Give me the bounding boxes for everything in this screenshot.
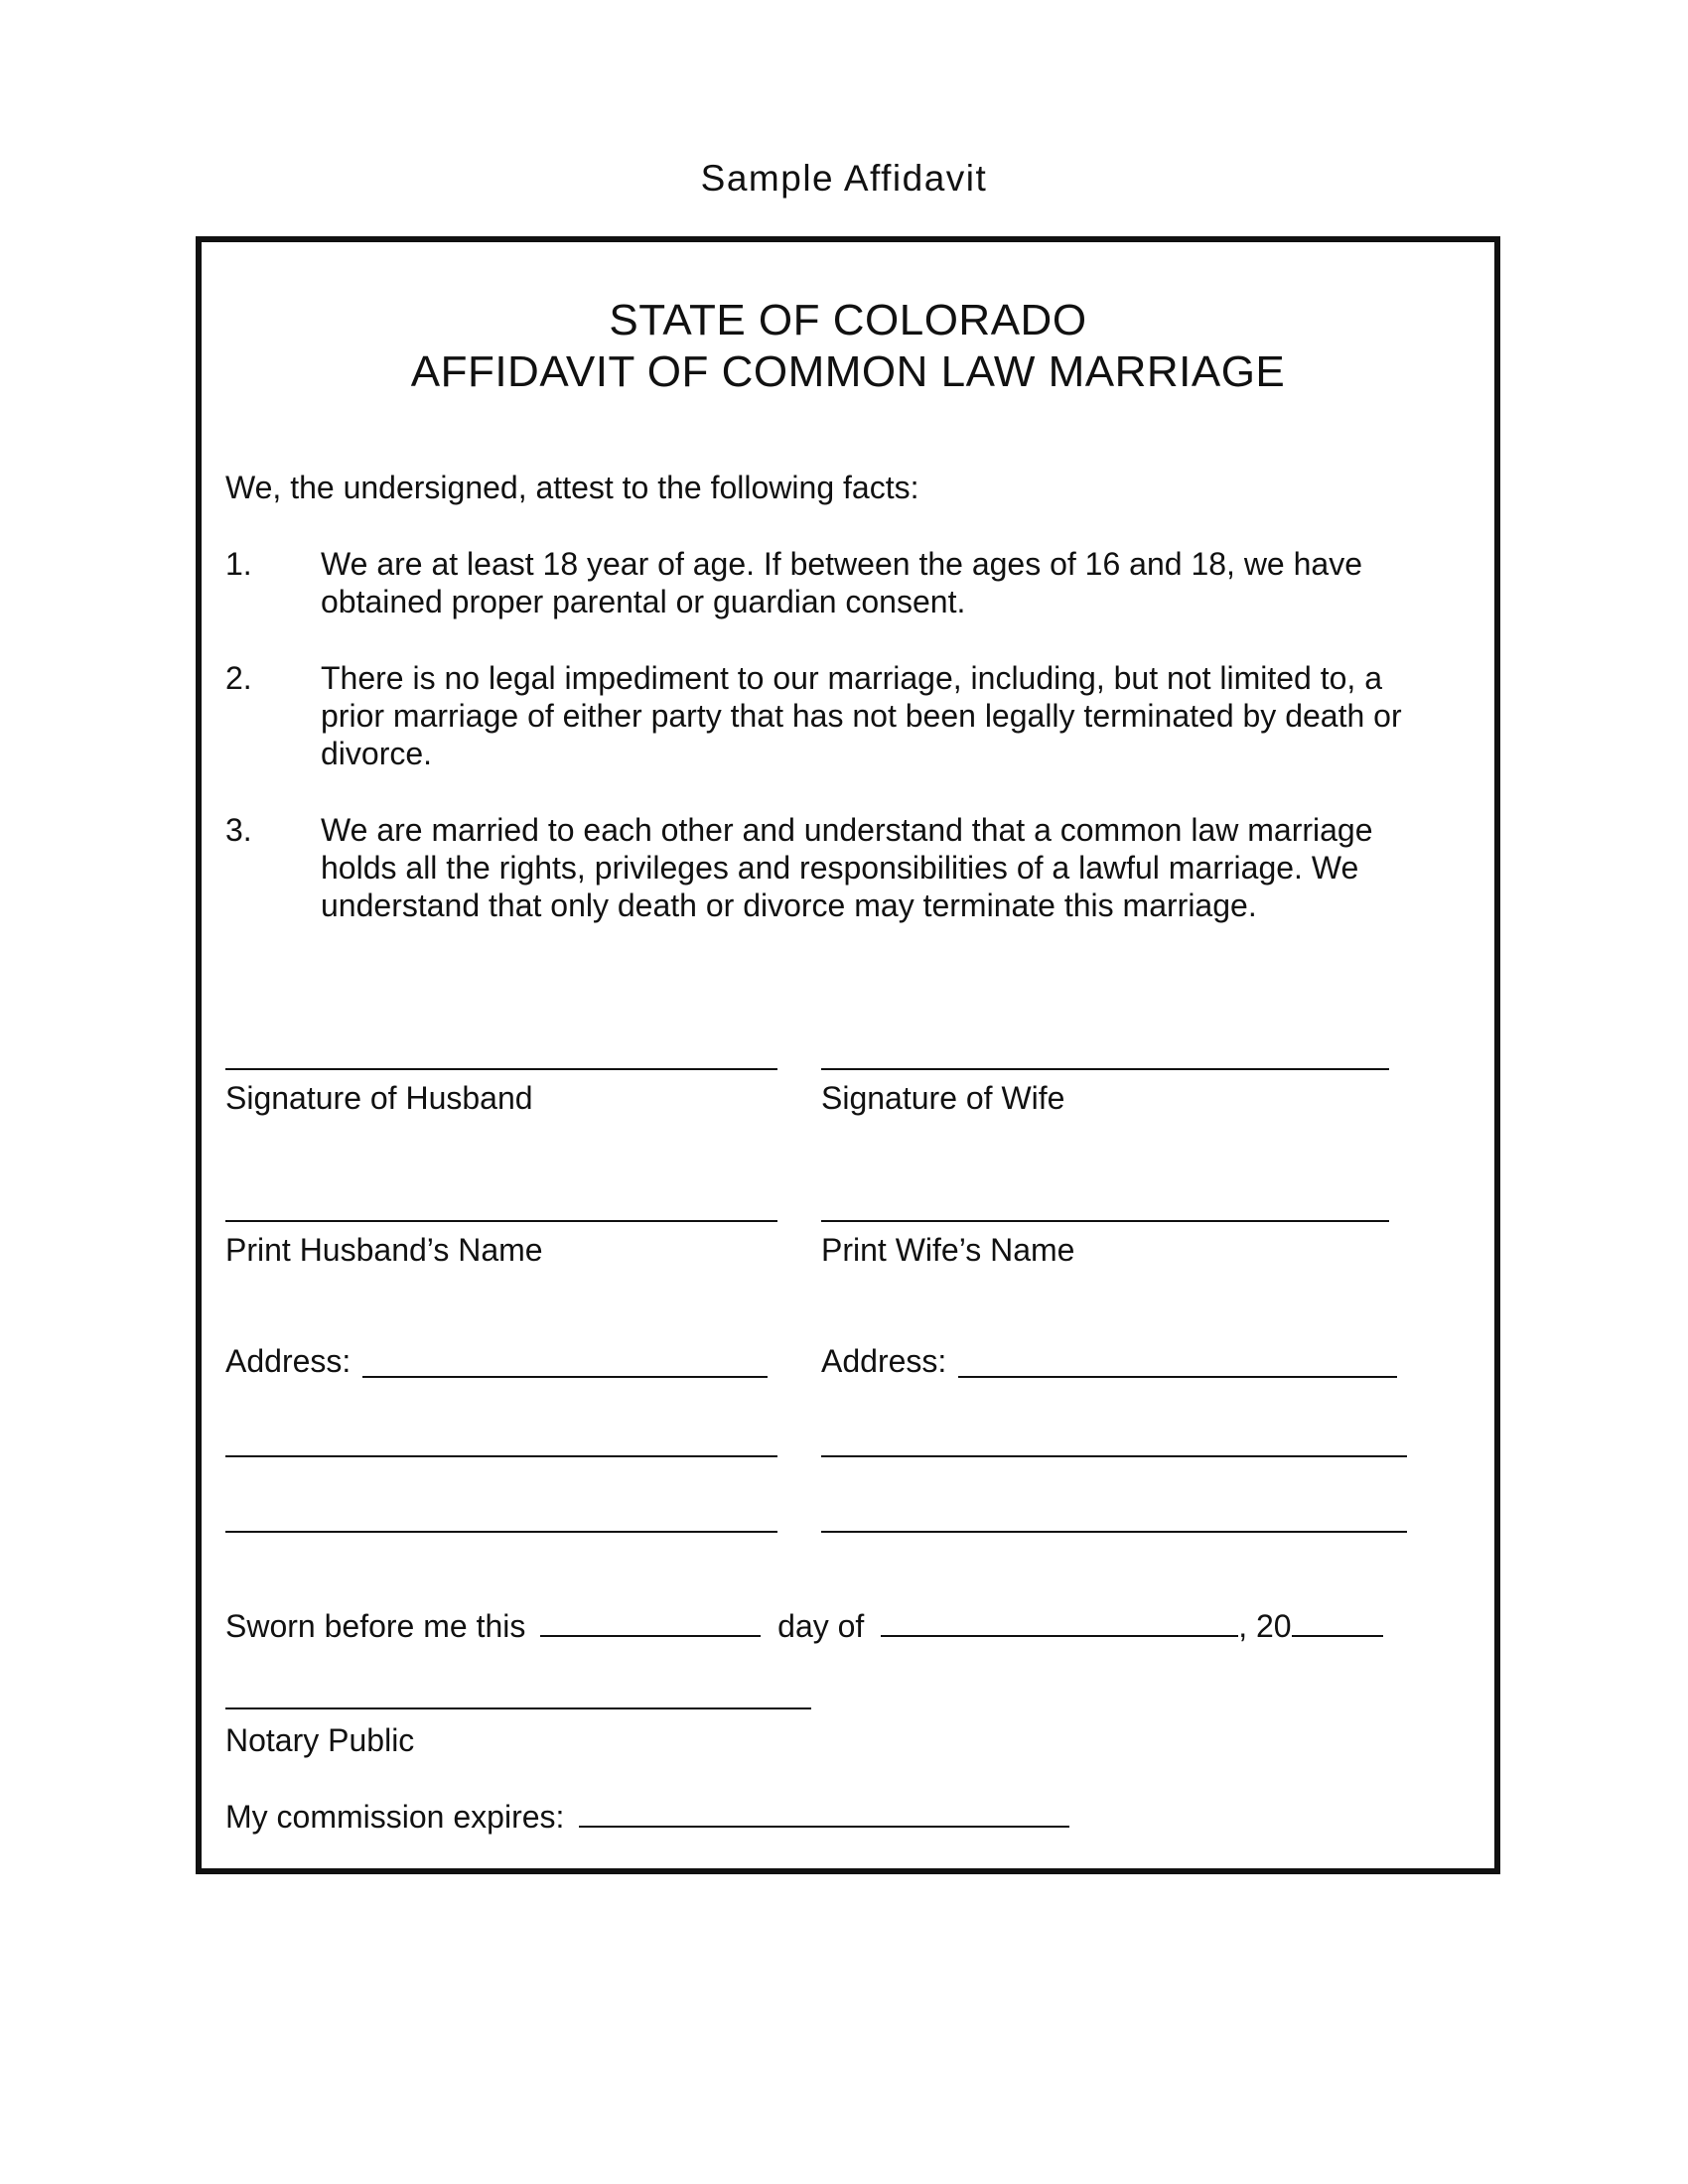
item-3-line-1: We are married to each other and understand that a common law marriage <box>321 812 1373 848</box>
wife-signature-line[interactable] <box>821 1068 1389 1070</box>
commission-label: My commission expires: <box>225 1799 565 1835</box>
item-3-line-3: understand that only death or divorce may terminate this marriage. <box>321 887 1257 923</box>
sworn-prefix: Sworn before me this <box>225 1608 526 1644</box>
wife-address-line-3[interactable] <box>821 1531 1407 1533</box>
husband-address-line-3[interactable] <box>225 1531 777 1533</box>
item-3-line-2: holds all the rights, privileges and responsibilities of a lawful marriage. We <box>321 850 1359 886</box>
husband-address-label: Address: <box>225 1343 352 1379</box>
commission-row <box>225 1798 1069 1836</box>
affidavit-form <box>196 236 1500 1874</box>
item-2-line-1: There is no legal impediment to our marriage, including, but not limited to, a <box>321 660 1382 696</box>
item-text-1 <box>321 545 1453 620</box>
form-title-affidavit: AFFIDAVIT OF COMMON LAW MARRIAGE <box>410 347 1286 396</box>
sworn-row <box>225 1607 1383 1645</box>
wife-address-line-1[interactable] <box>958 1376 1397 1378</box>
sworn-day-blank[interactable] <box>540 1609 761 1637</box>
item-number-3: 3. <box>225 812 252 848</box>
item-2-line-3: divorce. <box>321 736 433 771</box>
sworn-month-blank[interactable] <box>881 1609 1238 1637</box>
husband-address-line-2[interactable] <box>225 1455 777 1457</box>
wife-address-line-2[interactable] <box>821 1455 1407 1457</box>
item-text-3 <box>321 811 1453 924</box>
notary-label: Notary Public <box>225 1722 415 1758</box>
wife-name-label: Print Wife’s Name <box>821 1232 1075 1268</box>
intro-text: We, the undersigned, attest to the following facts: <box>225 470 919 505</box>
wife-signature-label: Signature of Wife <box>821 1080 1065 1116</box>
husband-name-label: Print Husband’s Name <box>225 1232 543 1268</box>
wife-name-line[interactable] <box>821 1220 1389 1222</box>
form-title-state: STATE OF COLORADO <box>609 296 1087 344</box>
sworn-year-prefix: , 20 <box>1238 1608 1292 1644</box>
item-1-line-1: We are at least 18 year of age. If between the ages of 16 and 18, we have <box>321 546 1362 582</box>
husband-signature-line[interactable] <box>225 1068 777 1070</box>
wife-address-label: Address: <box>821 1343 947 1379</box>
commission-blank[interactable] <box>579 1800 1069 1828</box>
item-number-1: 1. <box>225 546 252 582</box>
item-text-2 <box>321 659 1453 772</box>
sworn-day-of: day of <box>777 1608 865 1644</box>
husband-signature-label: Signature of Husband <box>225 1080 533 1116</box>
item-2-line-2: prior marriage of either party that has not been legally terminated by death or <box>321 698 1402 734</box>
item-number-2: 2. <box>225 660 252 696</box>
sworn-year-blank[interactable] <box>1292 1609 1383 1637</box>
husband-address-line-1[interactable] <box>362 1376 768 1378</box>
item-1-line-2: obtained proper parental or guardian consent. <box>321 584 966 619</box>
husband-name-line[interactable] <box>225 1220 777 1222</box>
page-heading: Sample Affidavit <box>700 158 988 199</box>
notary-signature-line[interactable] <box>225 1707 811 1709</box>
